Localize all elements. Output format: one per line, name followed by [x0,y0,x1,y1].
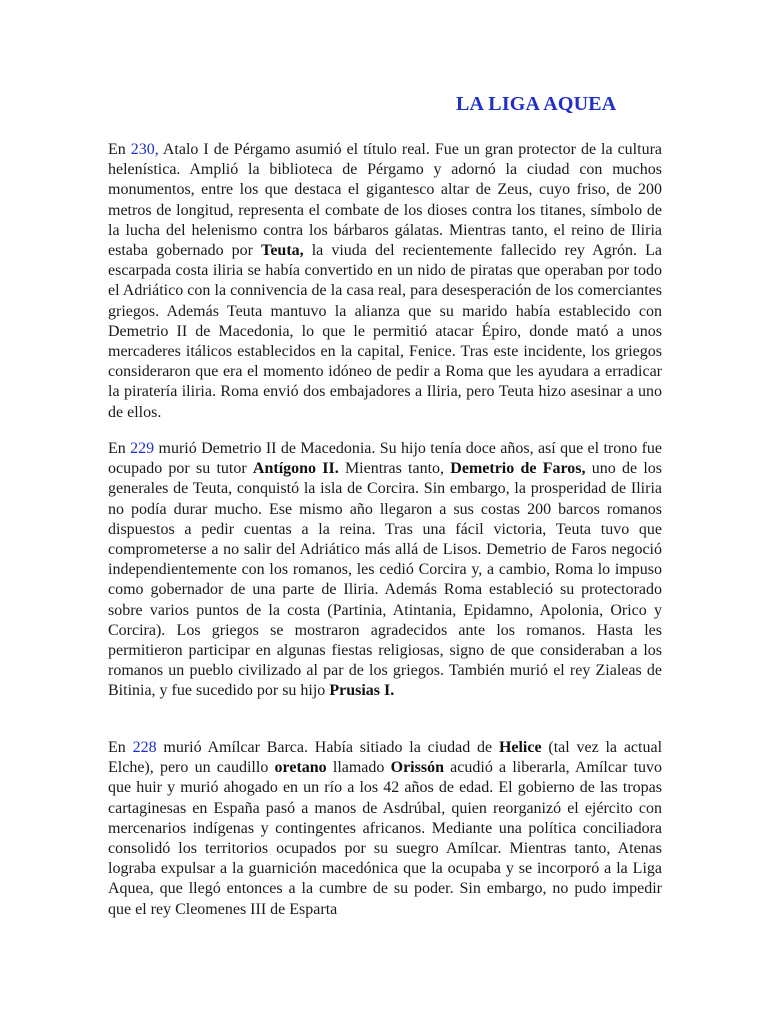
text-run: acudió a liberarla, Amílcar tuvo que huir y murió ahogado en un río a los 42 años de edad. El gobierno de las tropas cartaginesas en España pasó a manos de Asdrúbal, quien reorganizó el ejército con mercenarios indígenas y contingentes africanos. Mediante una política conciliadora consolidó los territorios ocupados por su suegro Amílcar. Mientras tanto, Atenas lograba expulsar a la guarnición macedónica que la ocupaba y se incorporó a la Liga Aquea, que llegó entonces a la cumbre de su poder. Sin embargo, no pudo impedir que el rey Cleomenes III de Esparta [108,759,663,918]
paragraph-229 [108,439,662,702]
text-run: la viuda del recientemente fallecido rey Agrón. La escarpada costa iliria se había convertido en un nido de piratas que operaban por todo el Adriático con la connivencia de la casa real, para desesperación de los comerciantes griegos. Además Teuta mantuvo la alianza que su marido había establecido con Demetrio II de Macedonia, lo que le permitió atacar Épiro, donde mató a unos mercaderes itálicos establecidos en la capital, Fenice. Tras este incidente, los griegos consideraron que era el momento idóneo de pedir a Roma que les ayudara a erradicar la piratería iliria. Roma envió dos embajadores a Iliria, pero Teuta hizo asesinar a uno de ellos. [108,242,662,421]
paragraph-228 [108,738,662,920]
year-link-229[interactable]: 229 [130,440,155,457]
text-run: murió Amílcar Barca. Había sitiado la ciudad de [156,739,499,756]
paragraph-230 [108,140,662,423]
text-run: En [108,440,131,457]
bold-name-teuta: Teuta, [261,242,304,260]
text-run: (tal vez la actual Elche), pero un caudillo [108,739,663,777]
bold-name-prusias: Prusias I. [329,682,395,700]
text-run: Atalo I de Pérgamo asumió el título real. Fue un gran protector de la cultura helenística. Amplió la biblioteca de Pérgamo y adornó la ciudad con muchos monumentos, entre los que destaca el gigantesco altar de Zeus, cuyo friso, de 200 metros de longitud, representa el combate de los dioses contra los titanes, símbolo de la lucha del helenismo contra los bárbaros gálatas. Mientras tanto, el reino de Iliria estaba gobernado por [108,141,662,260]
bold-name-demetrio-de-faros: Demetrio de Faros, [450,460,586,478]
page-title: LA LIGA AQUEA [456,93,617,115]
year-link-230[interactable]: 230, [130,141,159,158]
year-link-228[interactable]: 228 [132,739,157,756]
bold-name-oretano: oretano [274,759,327,777]
bold-name-antigono: Antígono II. [252,460,339,478]
bold-name-helice: Helice [498,739,542,756]
text-run: En [108,739,133,756]
bold-name-orisson: Orissón [390,759,444,777]
text-run: uno de los generales de Teuta, conquistó la isla de Corcira. Sin embargo, la prosperidad de Iliria no podía durar mucho. Ese mismo año llegaron a sus costas 200 barcos romanos dispuestos a pedir cuentas a la reina. Tras una fácil victoria, Teuta tuvo que comprometerse a no salir del Adriático más allá de Lisos. Demetrio de Faros negoció independientemente con los romanos, les cedió Corcira y, a cambio, Roma lo impuso como gobernador de una parte de Iliria. Además Roma estableció su protectorado sobre varios puntos de la costa (Partinia, Atintania, Epidamno, Apolonia, Orico y Corcira). Los griegos se mostraron agradecidos ante los romanos. Hasta les permitieron participar en algunas fiestas religiosas, signo de que consideraban a los romanos un pueblo civilizado al par de los griegos. También murió el rey Zialeas de Bitinia, y fue sucedido por su hijo [108,460,662,700]
text-run: En [108,141,131,158]
text-run: murió Demetrio II de Macedonia. Su hijo tenía doce años, así que el trono fue ocupado por su tutor [108,440,663,478]
text-run: Mientras tanto, [338,460,451,478]
text-run: llamado [326,759,391,777]
